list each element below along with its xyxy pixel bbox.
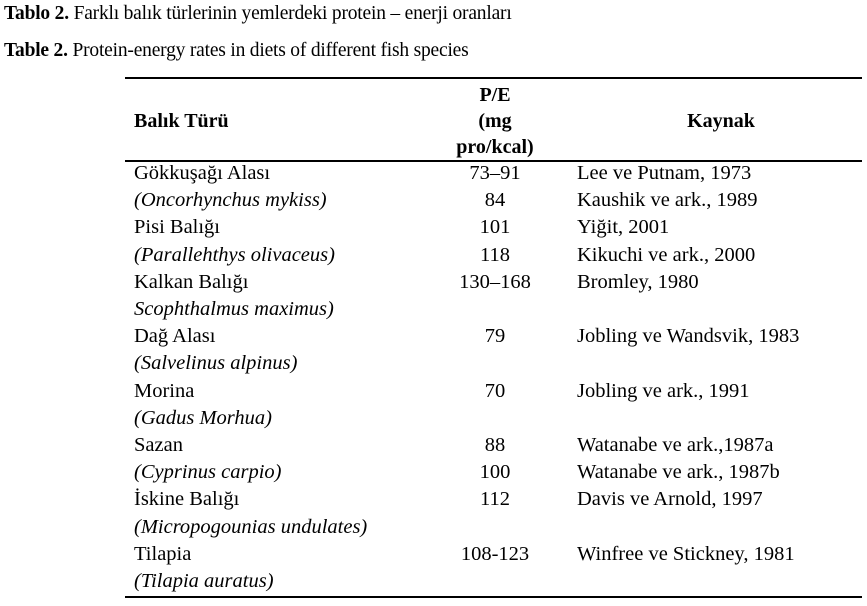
- cell-pe-value: 100: [479, 461, 511, 484]
- table-row: [0, 162, 867, 189]
- table-row: [0, 570, 867, 597]
- cell-species: (Gadus Morhua): [134, 406, 272, 429]
- table-row: [0, 380, 867, 407]
- cell-species: (Parallehthys olivaceus): [134, 243, 335, 266]
- table-row: [0, 271, 867, 298]
- table-row: [0, 407, 867, 434]
- header-species: Balık Türü: [134, 110, 229, 132]
- cell-pe-value: 84: [484, 189, 506, 212]
- cell-pe-value: 73–91: [469, 162, 521, 184]
- cell-pe-value: 118: [480, 243, 510, 266]
- cell-source: Jobling ve ark., 1991: [577, 379, 750, 402]
- cell-pe-value: 101: [479, 216, 511, 239]
- table-row: [0, 516, 867, 543]
- table-row: [0, 461, 867, 488]
- cell-species: Sazan: [134, 434, 183, 456]
- caption-english-label: Table 2.: [4, 40, 68, 61]
- table-row: [0, 325, 867, 352]
- cell-species: (Oncorhynchus mykiss): [134, 189, 327, 212]
- header-source: Kaynak: [687, 110, 755, 132]
- cell-species: (Cyprinus carpio): [134, 461, 282, 484]
- caption-turkish: [4, 3, 512, 25]
- cell-pe-value: 79: [484, 325, 506, 348]
- cell-source: Yiğit, 2001: [577, 216, 670, 239]
- cell-species: Tilapia: [134, 542, 192, 565]
- cell-source: Winfree ve Stickney, 1981: [577, 542, 795, 565]
- cell-source: Bromley, 1980: [577, 270, 699, 293]
- caption-english-text: Protein-energy rates in diets of different fish species: [67, 40, 469, 61]
- header-pe-ratio: [440, 82, 550, 160]
- caption-english: [4, 40, 469, 62]
- table-bottom-rule: [125, 596, 862, 598]
- cell-source: Kaushik ve ark., 1989: [577, 189, 758, 212]
- cell-pe-value: 70: [484, 379, 506, 402]
- caption-turkish-text: Farklı balık türlerinin yemlerdeki protein – enerji oranları: [68, 3, 512, 24]
- table-row: [0, 543, 867, 570]
- cell-source: Kikuchi ve ark., 2000: [577, 243, 756, 266]
- header-pe-line1: P/E: [479, 84, 511, 106]
- header-pe-line3: pro/kcal): [456, 136, 534, 158]
- cell-pe-value: 130–168: [459, 270, 531, 293]
- table-row: [0, 352, 867, 379]
- table-row: [0, 244, 867, 271]
- caption-turkish-label: Tablo 2.: [4, 3, 69, 24]
- cell-pe-value: 112: [480, 488, 510, 511]
- cell-source: Watanabe ve ark.,1987a: [577, 434, 774, 456]
- table-row: [0, 298, 867, 325]
- cell-species: Dağ Alası: [134, 325, 216, 348]
- cell-source: Davis ve Arnold, 1997: [577, 488, 763, 511]
- table-row: [0, 189, 867, 216]
- cell-source: Watanabe ve ark., 1987b: [577, 461, 780, 484]
- cell-source: Lee ve Putnam, 1973: [577, 162, 752, 184]
- header-pe-line2: (mg: [478, 110, 512, 132]
- cell-species: Morina: [134, 379, 195, 402]
- cell-source: Jobling ve Wandsvik, 1983: [577, 325, 800, 348]
- cell-species: Pisi Balığı: [134, 216, 221, 239]
- table-row: [0, 216, 867, 243]
- table-top-rule: [125, 77, 862, 79]
- cell-pe-value: 108-123: [460, 542, 530, 565]
- cell-species: Kalkan Balığı: [134, 270, 249, 293]
- cell-species: Scophthalmus maximus): [134, 298, 334, 320]
- cell-species: İskine Balığı: [134, 488, 240, 511]
- table-row: [0, 434, 867, 461]
- cell-species: (Tilapia auratus): [134, 570, 274, 592]
- cell-species: Gökkuşağı Alası: [134, 162, 271, 184]
- cell-species: (Salvelinus alpinus): [134, 352, 298, 375]
- cell-pe-value: 88: [484, 434, 506, 456]
- table-row: [0, 488, 867, 515]
- cell-species: (Micropogounias undulates): [134, 515, 368, 538]
